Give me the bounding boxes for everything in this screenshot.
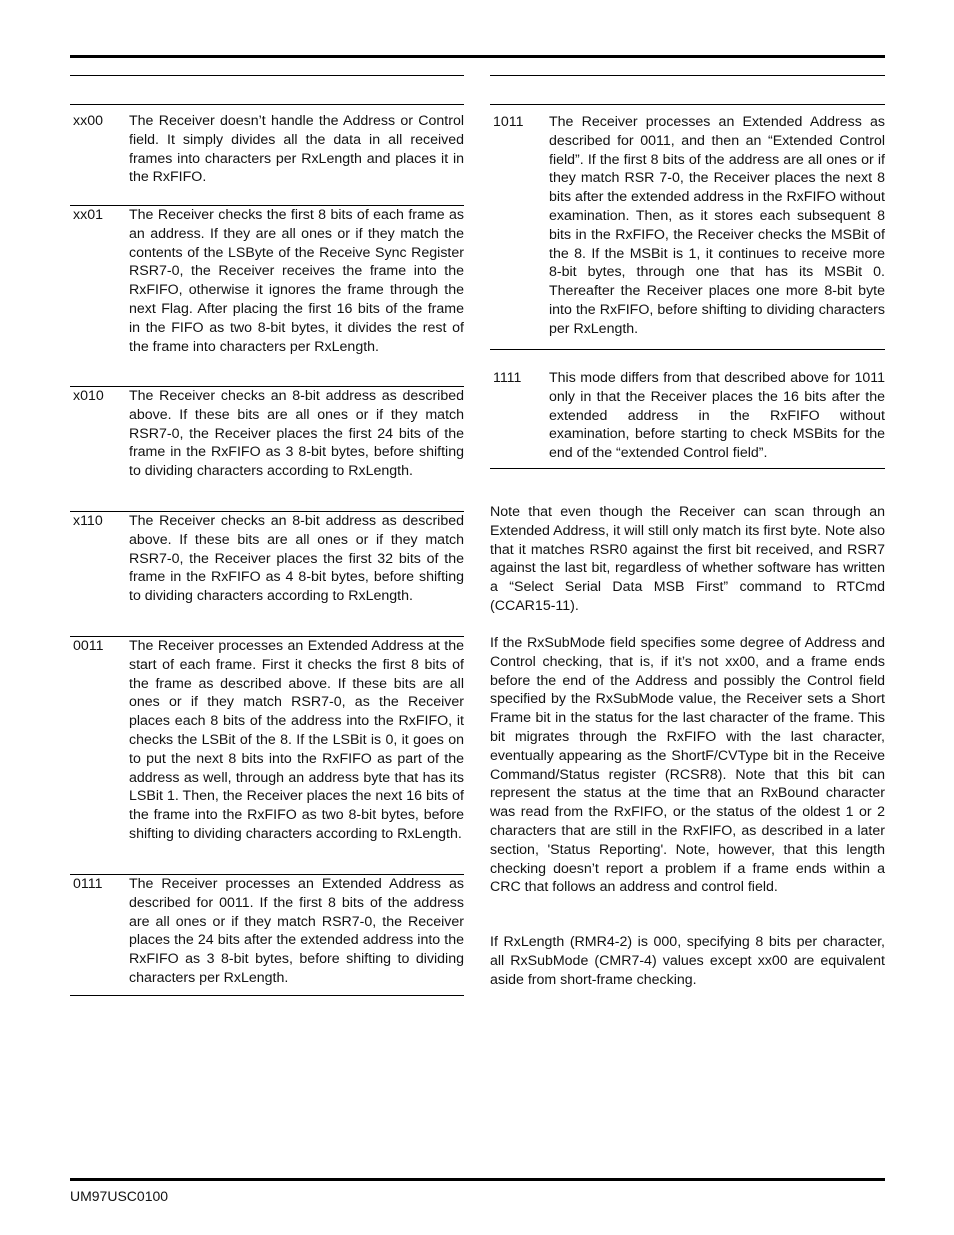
mode-code: xx01: [73, 207, 103, 223]
mode-description: The Receiver processes an Extended Address as described for 0011, and then an “Extended Control field”. If the first 8 bits of the address are all ones or if they match RSR 7-0, the Receiver places the next 8 bits after the extended address in the RxFIFO without examination. Then, as it stores each subsequent 8 bits in the RxFIFO, the Receiver checks the MSBit of the 8. If the MSBit is 1, it continues to receive more 8-bit bytes, through one that has its MSBit 0. Thereafter the Receiver places one more 8-bit byte into the RxFIFO, before shifting to dividing characters per RxLength.: [549, 114, 885, 337]
mode-code: 1011: [493, 114, 524, 130]
body-paragraph: If the RxSubMode field specifies some degree of Address and Control checking, that is, if it’s not xx00, and a frame ends before the end of the Address and possibly the Control field specified by the RxSubMode value, the Receiver sets a Short Frame bit in the status for the last character of the frame. This bit migrates through the RxFIFO with the last character, eventually appearing as the ShortF/CVType bit in the Receive Command/Status register (RCSR8). Note that this bit can represent the status at the time that an RxBound character was read from the RxFIFO, or the status of the oldest 1 or 2 characters that are still in the RxFIFO, as described in a later section, 'Status Reporting'. Note, however, that this length checking doesn’t report a problem if a frame ends within a CRC that follows an address and control field.: [490, 635, 885, 896]
mode-row: [70, 874, 464, 996]
footer-document-id: UM97USC0100: [70, 1188, 169, 1204]
right-column-header-rule: [490, 75, 885, 76]
mode-code: 0111: [73, 876, 103, 892]
mode-description: The Receiver processes an Extended Address at the start of each frame. First it checks the first 8 bits of the frame as described above. If these bits are all ones or if they match RSR7-0, as the Receiver places each 8 bits of the address into the RxFIFO, it checks the LSBit of the 8. If the LSBit is 0, it goes on to put the next 8 bits into the RxFIFO as part of the address as well, through an address byte that has its LSBit 1. Then, the Receiver places the next 16 bits of the frame into the RxFIFO as two 8-bit bytes, before shifting to dividing characters according to RxLength.: [129, 638, 464, 842]
mode-row: [70, 205, 464, 386]
mode-description: The Receiver processes an Extended Address as described for 0011. If the first 8 bits of the address are all ones or if they match RSR7-0, the Receiver places the 24 bits after the extended address into the RxFIFO as 3 8-bit bytes, before shifting to dividing characters per RxLength.: [129, 876, 464, 986]
mode-description: The Receiver checks the first 8 bits of each frame as an address. If they are all ones or if they match the contents of the LSByte of the Receive Sync Register RSR7-0, the Receiver receives the frame into the RxFIFO, otherwise it ignores the frame through the next Flag. After placing the first 16 bits of the frame in the FIFO as two 8-bit bytes, it divides the rest of the frame into characters per RxLength.: [129, 207, 464, 355]
right-mode-table: [490, 104, 885, 469]
left-column-header-rule: [70, 75, 464, 76]
mode-row: [70, 636, 464, 874]
mode-description: The Receiver checks an 8-bit address as described above. If these bits are all ones or if they match RSR7-0, the Receiver places the first 32 bits of the frame in the RxFIFO as 4 8-bit bytes, before shifting to dividing characters according to RxLength.: [129, 513, 464, 605]
mode-code: xx00: [73, 113, 103, 129]
mode-row: [490, 349, 885, 469]
mode-description: This mode differs from that described above for 1011 only in that the Receiver places the 16 bits after the extended address in the RxFIFO without examination, before starting to check MSBits for the end of the “extended Control field”.: [549, 370, 885, 462]
mode-code: x010: [73, 388, 104, 404]
body-paragraph: Note that even though the Receiver can scan through an Extended Address, it will still only match its first byte. Note also that it matches RSR0 against the first bit received, and RSR7 against the last bit, regardless of whether software has written a “Select Serial Data MSB First” command to RTCmd (CCAR15-11).: [490, 504, 885, 614]
mode-code: 0011: [73, 638, 104, 654]
mode-row: [490, 104, 885, 349]
mode-row: [70, 386, 464, 511]
mode-row: [70, 511, 464, 636]
header-rule: [70, 55, 885, 58]
mode-code: x110: [73, 513, 103, 529]
body-paragraph: If RxLength (RMR4-2) is 000, specifying 8 bits per character, all RxSubMode (CMR7-4) values except xx00 are equivalent aside from short-frame checking.: [490, 934, 885, 988]
mode-description: The Receiver checks an 8-bit address as described above. If these bits are all ones or if they match RSR7-0, the Receiver places the first 24 bits of the frame in the RxFIFO as 3 8-bit bytes, before shifting to dividing characters according to RxLength.: [129, 388, 464, 480]
left-mode-table: [70, 104, 464, 996]
mode-code: 1111: [493, 370, 522, 386]
footer-rule: [70, 1178, 885, 1181]
mode-description: The Receiver doesn’t handle the Address or Control field. It simply divides all the data in all received frames into characters per RxLength and places it in the RxFIFO.: [129, 113, 464, 186]
mode-row: [70, 104, 464, 205]
